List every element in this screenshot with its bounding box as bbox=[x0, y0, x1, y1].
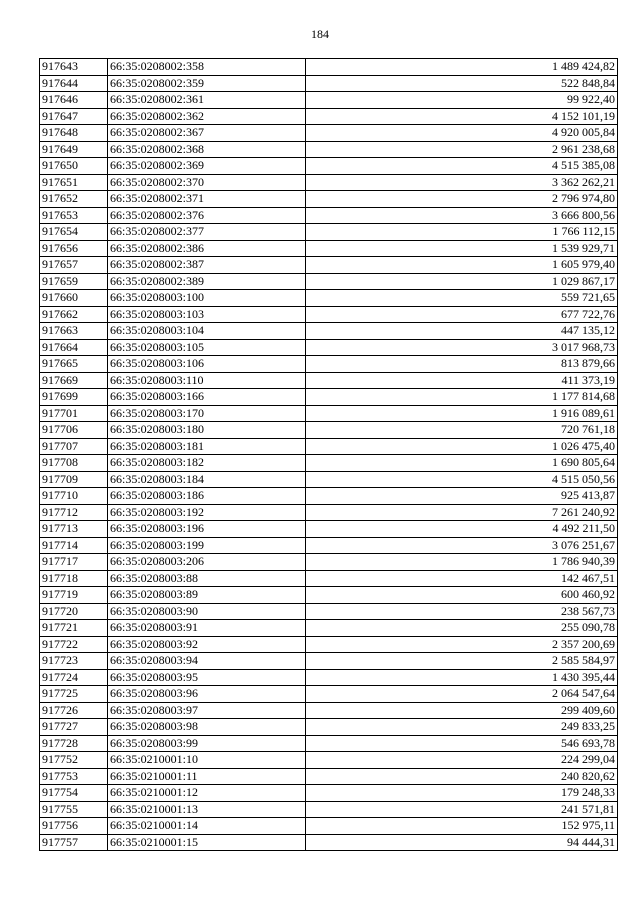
row-id-cell: 917721 bbox=[40, 620, 108, 637]
cadastral-number-cell: 66:35:0208002:368 bbox=[108, 141, 306, 158]
cadastral-value-cell: 2 064 547,64 bbox=[306, 686, 618, 703]
cadastral-number-cell: 66:35:0208003:100 bbox=[108, 290, 306, 307]
cadastral-value-cell: 546 693,78 bbox=[306, 735, 618, 752]
table-row bbox=[40, 158, 618, 175]
row-id-cell: 917650 bbox=[40, 158, 108, 175]
table-row bbox=[40, 125, 618, 142]
cadastral-value-cell: 7 261 240,92 bbox=[306, 504, 618, 521]
cadastral-value-cell: 99 922,40 bbox=[306, 92, 618, 109]
cadastral-value-cell: 1 766 112,15 bbox=[306, 224, 618, 241]
cadastral-value-cell: 2 357 200,69 bbox=[306, 636, 618, 653]
row-id-cell: 917753 bbox=[40, 768, 108, 785]
row-id-cell: 917644 bbox=[40, 75, 108, 92]
row-id-cell: 917664 bbox=[40, 339, 108, 356]
row-id-cell: 917708 bbox=[40, 455, 108, 472]
cadastral-number-cell: 66:35:0208002:386 bbox=[108, 240, 306, 257]
row-id-cell: 917714 bbox=[40, 537, 108, 554]
row-id-cell: 917651 bbox=[40, 174, 108, 191]
table-row bbox=[40, 752, 618, 769]
cadastral-value-cell: 299 409,60 bbox=[306, 702, 618, 719]
cadastral-number-cell: 66:35:0208002:377 bbox=[108, 224, 306, 241]
row-id-cell: 917660 bbox=[40, 290, 108, 307]
table-row bbox=[40, 702, 618, 719]
row-id-cell: 917755 bbox=[40, 801, 108, 818]
table-row bbox=[40, 207, 618, 224]
row-id-cell: 917712 bbox=[40, 504, 108, 521]
cadastral-number-cell: 66:35:0208003:97 bbox=[108, 702, 306, 719]
row-id-cell: 917713 bbox=[40, 521, 108, 538]
cadastral-number-cell: 66:35:0208003:196 bbox=[108, 521, 306, 538]
table-row bbox=[40, 521, 618, 538]
row-id-cell: 917699 bbox=[40, 389, 108, 406]
table-row bbox=[40, 801, 618, 818]
cadastral-number-cell: 66:35:0208002:370 bbox=[108, 174, 306, 191]
cadastral-value-cell: 925 413,87 bbox=[306, 488, 618, 505]
table-row bbox=[40, 372, 618, 389]
table-row bbox=[40, 108, 618, 125]
cadastral-number-cell: 66:35:0208002:362 bbox=[108, 108, 306, 125]
table-row bbox=[40, 389, 618, 406]
row-id-cell: 917752 bbox=[40, 752, 108, 769]
cadastral-number-cell: 66:35:0210001:10 bbox=[108, 752, 306, 769]
cadastral-value-cell: 142 467,51 bbox=[306, 570, 618, 587]
row-id-cell: 917701 bbox=[40, 405, 108, 422]
row-id-cell: 917723 bbox=[40, 653, 108, 670]
table-row bbox=[40, 537, 618, 554]
row-id-cell: 917663 bbox=[40, 323, 108, 340]
row-id-cell: 917643 bbox=[40, 59, 108, 76]
row-id-cell: 917724 bbox=[40, 669, 108, 686]
cadastral-value-cell: 3 666 800,56 bbox=[306, 207, 618, 224]
cadastral-number-cell: 66:35:0208003:192 bbox=[108, 504, 306, 521]
table-row bbox=[40, 405, 618, 422]
cadastral-number-cell: 66:35:0208002:371 bbox=[108, 191, 306, 208]
row-id-cell: 917725 bbox=[40, 686, 108, 703]
table-row bbox=[40, 818, 618, 835]
cadastral-number-cell: 66:35:0208003:104 bbox=[108, 323, 306, 340]
table-row bbox=[40, 834, 618, 851]
table-row bbox=[40, 719, 618, 736]
table-row bbox=[40, 174, 618, 191]
cadastral-number-cell: 66:35:0208002:367 bbox=[108, 125, 306, 142]
cadastral-value-cell: 249 833,25 bbox=[306, 719, 618, 736]
row-id-cell: 917728 bbox=[40, 735, 108, 752]
table-row bbox=[40, 735, 618, 752]
cadastral-number-cell: 66:35:0208003:92 bbox=[108, 636, 306, 653]
row-id-cell: 917656 bbox=[40, 240, 108, 257]
cadastral-value-cell: 240 820,62 bbox=[306, 768, 618, 785]
table-row bbox=[40, 603, 618, 620]
table-row bbox=[40, 620, 618, 637]
row-id-cell: 917719 bbox=[40, 587, 108, 604]
row-id-cell: 917649 bbox=[40, 141, 108, 158]
table-row bbox=[40, 92, 618, 109]
row-id-cell: 917720 bbox=[40, 603, 108, 620]
row-id-cell: 917707 bbox=[40, 438, 108, 455]
cadastral-value-cell: 4 515 385,08 bbox=[306, 158, 618, 175]
cadastral-value-cell: 1 916 089,61 bbox=[306, 405, 618, 422]
row-id-cell: 917669 bbox=[40, 372, 108, 389]
cadastral-number-cell: 66:35:0208003:199 bbox=[108, 537, 306, 554]
cadastral-value-cell: 4 152 101,19 bbox=[306, 108, 618, 125]
cadastral-value-cell: 1 489 424,82 bbox=[306, 59, 618, 76]
cadastral-value-cell: 238 567,73 bbox=[306, 603, 618, 620]
row-id-cell: 917727 bbox=[40, 719, 108, 736]
cadastral-number-cell: 66:35:0208002:359 bbox=[108, 75, 306, 92]
cadastral-number-cell: 66:35:0208002:369 bbox=[108, 158, 306, 175]
cadastral-number-cell: 66:35:0208003:110 bbox=[108, 372, 306, 389]
cadastral-value-cell: 3 017 968,73 bbox=[306, 339, 618, 356]
cadastral-number-cell: 66:35:0208003:105 bbox=[108, 339, 306, 356]
row-id-cell: 917657 bbox=[40, 257, 108, 274]
table-row bbox=[40, 257, 618, 274]
table-row bbox=[40, 273, 618, 290]
cadastral-value-cell: 1 605 979,40 bbox=[306, 257, 618, 274]
table-row bbox=[40, 240, 618, 257]
cadastral-number-cell: 66:35:0208003:106 bbox=[108, 356, 306, 373]
table-row bbox=[40, 554, 618, 571]
cadastral-number-cell: 66:35:0208002:387 bbox=[108, 257, 306, 274]
cadastral-number-cell: 66:35:0208003:166 bbox=[108, 389, 306, 406]
table-row bbox=[40, 653, 618, 670]
cadastral-number-cell: 66:35:0208003:95 bbox=[108, 669, 306, 686]
table-body bbox=[40, 59, 618, 851]
row-id-cell: 917756 bbox=[40, 818, 108, 835]
row-id-cell: 917654 bbox=[40, 224, 108, 241]
row-id-cell: 917706 bbox=[40, 422, 108, 439]
row-id-cell: 917652 bbox=[40, 191, 108, 208]
row-id-cell: 917659 bbox=[40, 273, 108, 290]
row-id-cell: 917646 bbox=[40, 92, 108, 109]
cadastral-number-cell: 66:35:0208002:358 bbox=[108, 59, 306, 76]
table-row bbox=[40, 59, 618, 76]
cadastral-value-cell: 3 362 262,21 bbox=[306, 174, 618, 191]
cadastral-value-cell: 241 571,81 bbox=[306, 801, 618, 818]
table-row bbox=[40, 306, 618, 323]
table-row bbox=[40, 141, 618, 158]
cadastral-value-cell: 4 515 050,56 bbox=[306, 471, 618, 488]
cadastral-number-cell: 66:35:0208002:389 bbox=[108, 273, 306, 290]
cadastral-value-cell: 4 920 005,84 bbox=[306, 125, 618, 142]
cadastral-number-cell: 66:35:0208003:98 bbox=[108, 719, 306, 736]
cadastral-number-cell: 66:35:0210001:15 bbox=[108, 834, 306, 851]
table-row bbox=[40, 686, 618, 703]
cadastral-number-cell: 66:35:0208003:99 bbox=[108, 735, 306, 752]
cadastral-number-cell: 66:35:0208003:206 bbox=[108, 554, 306, 571]
cadastral-value-cell: 4 492 211,50 bbox=[306, 521, 618, 538]
table-row bbox=[40, 570, 618, 587]
cadastral-number-cell: 66:35:0208003:184 bbox=[108, 471, 306, 488]
row-id-cell: 917709 bbox=[40, 471, 108, 488]
table-row bbox=[40, 339, 618, 356]
cadastral-number-cell: 66:35:0210001:14 bbox=[108, 818, 306, 835]
cadastral-value-cell: 813 879,66 bbox=[306, 356, 618, 373]
cadastral-value-cell: 94 444,31 bbox=[306, 834, 618, 851]
cadastral-value-cell: 720 761,18 bbox=[306, 422, 618, 439]
row-id-cell: 917665 bbox=[40, 356, 108, 373]
table-row bbox=[40, 191, 618, 208]
cadastral-number-cell: 66:35:0208002:361 bbox=[108, 92, 306, 109]
cadastral-number-cell: 66:35:0210001:12 bbox=[108, 785, 306, 802]
table-row bbox=[40, 438, 618, 455]
cadastral-value-cell: 447 135,12 bbox=[306, 323, 618, 340]
cadastral-value-cell: 152 975,11 bbox=[306, 818, 618, 835]
page-number: 184 bbox=[311, 27, 329, 41]
table-row bbox=[40, 75, 618, 92]
cadastral-value-cell: 1 539 929,71 bbox=[306, 240, 618, 257]
cadastral-value-table bbox=[39, 58, 618, 851]
cadastral-number-cell: 66:35:0208003:96 bbox=[108, 686, 306, 703]
cadastral-number-cell: 66:35:0208003:180 bbox=[108, 422, 306, 439]
cadastral-value-cell: 224 299,04 bbox=[306, 752, 618, 769]
cadastral-number-cell: 66:35:0208003:186 bbox=[108, 488, 306, 505]
cadastral-number-cell: 66:35:0208003:89 bbox=[108, 587, 306, 604]
table-row bbox=[40, 768, 618, 785]
row-id-cell: 917710 bbox=[40, 488, 108, 505]
cadastral-value-cell: 1 430 395,44 bbox=[306, 669, 618, 686]
table-row bbox=[40, 323, 618, 340]
cadastral-number-cell: 66:35:0208003:181 bbox=[108, 438, 306, 455]
cadastral-value-cell: 600 460,92 bbox=[306, 587, 618, 604]
table-row bbox=[40, 488, 618, 505]
row-id-cell: 917648 bbox=[40, 125, 108, 142]
cadastral-number-cell: 66:35:0208003:170 bbox=[108, 405, 306, 422]
cadastral-value-cell: 1 029 867,17 bbox=[306, 273, 618, 290]
table-row bbox=[40, 422, 618, 439]
cadastral-value-cell: 522 848,84 bbox=[306, 75, 618, 92]
cadastral-value-cell: 179 248,33 bbox=[306, 785, 618, 802]
table-row bbox=[40, 636, 618, 653]
row-id-cell: 917757 bbox=[40, 834, 108, 851]
cadastral-number-cell: 66:35:0208003:88 bbox=[108, 570, 306, 587]
cadastral-value-cell: 1 026 475,40 bbox=[306, 438, 618, 455]
table-row bbox=[40, 669, 618, 686]
cadastral-value-cell: 2 961 238,68 bbox=[306, 141, 618, 158]
cadastral-number-cell: 66:35:0208003:91 bbox=[108, 620, 306, 637]
cadastral-value-cell: 677 722,76 bbox=[306, 306, 618, 323]
row-id-cell: 917647 bbox=[40, 108, 108, 125]
row-id-cell: 917722 bbox=[40, 636, 108, 653]
cadastral-number-cell: 66:35:0210001:11 bbox=[108, 768, 306, 785]
row-id-cell: 917653 bbox=[40, 207, 108, 224]
cadastral-number-cell: 66:35:0208003:182 bbox=[108, 455, 306, 472]
table-row bbox=[40, 504, 618, 521]
row-id-cell: 917754 bbox=[40, 785, 108, 802]
table-row bbox=[40, 785, 618, 802]
cadastral-value-cell: 255 090,78 bbox=[306, 620, 618, 637]
table-row bbox=[40, 356, 618, 373]
table-row bbox=[40, 471, 618, 488]
row-id-cell: 917662 bbox=[40, 306, 108, 323]
cadastral-value-cell: 2 585 584,97 bbox=[306, 653, 618, 670]
cadastral-value-cell: 1 690 805,64 bbox=[306, 455, 618, 472]
row-id-cell: 917718 bbox=[40, 570, 108, 587]
cadastral-value-cell: 559 721,65 bbox=[306, 290, 618, 307]
cadastral-value-cell: 411 373,19 bbox=[306, 372, 618, 389]
cadastral-value-cell: 2 796 974,80 bbox=[306, 191, 618, 208]
cadastral-value-cell: 3 076 251,67 bbox=[306, 537, 618, 554]
table-row bbox=[40, 455, 618, 472]
table-row bbox=[40, 587, 618, 604]
cadastral-number-cell: 66:35:0208003:103 bbox=[108, 306, 306, 323]
row-id-cell: 917726 bbox=[40, 702, 108, 719]
cadastral-number-cell: 66:35:0210001:13 bbox=[108, 801, 306, 818]
cadastral-number-cell: 66:35:0208003:94 bbox=[108, 653, 306, 670]
cadastral-value-cell: 1 786 940,39 bbox=[306, 554, 618, 571]
cadastral-value-cell: 1 177 814,68 bbox=[306, 389, 618, 406]
table-row bbox=[40, 224, 618, 241]
cadastral-number-cell: 66:35:0208003:90 bbox=[108, 603, 306, 620]
table-row bbox=[40, 290, 618, 307]
cadastral-number-cell: 66:35:0208002:376 bbox=[108, 207, 306, 224]
row-id-cell: 917717 bbox=[40, 554, 108, 571]
